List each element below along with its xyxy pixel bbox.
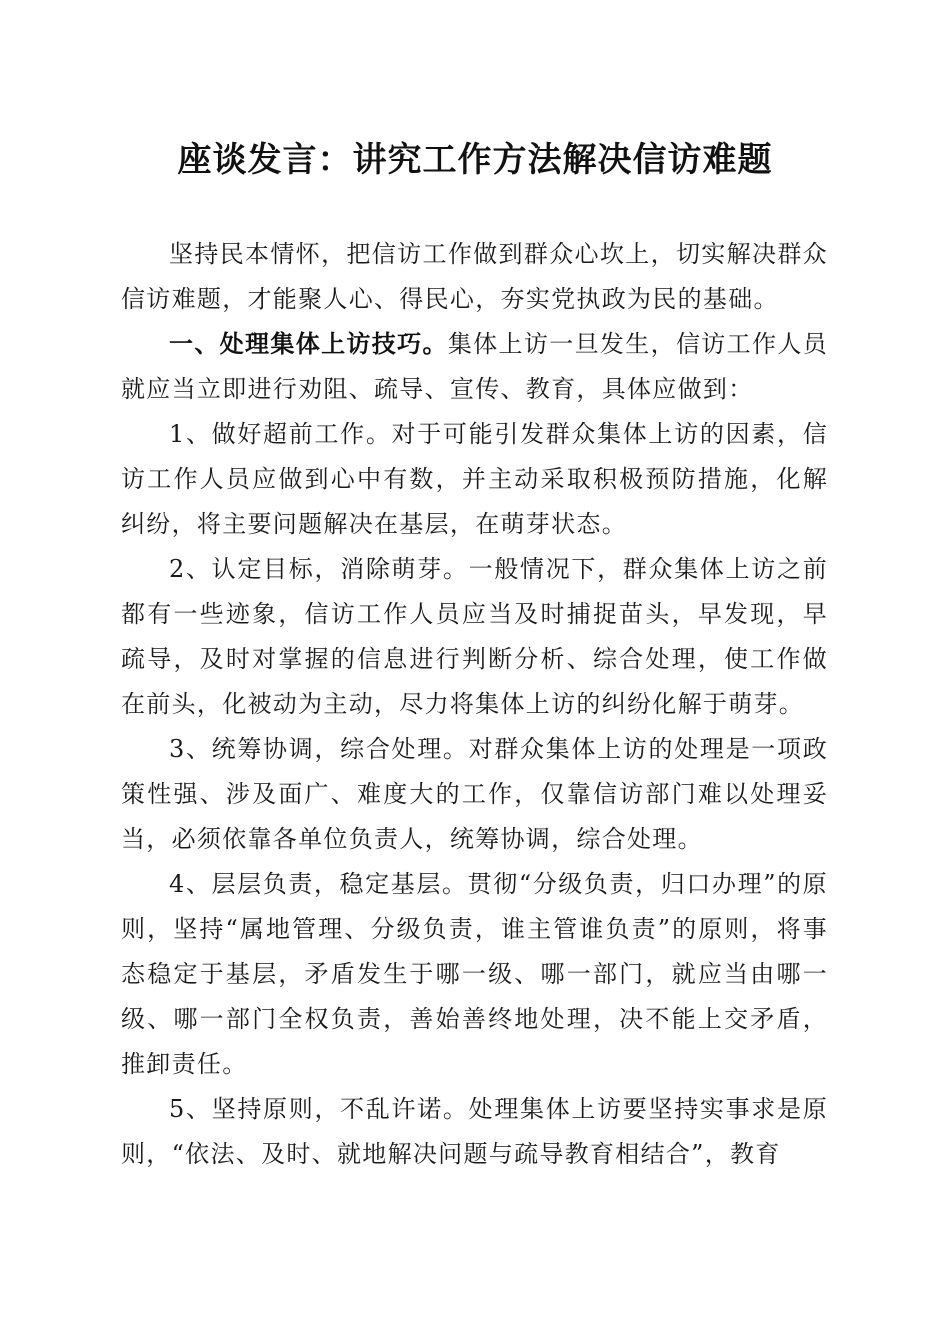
document-body [121,232,828,1177]
document-title: 座谈发言：讲究工作方法解决信访难题 [177,140,773,180]
intro-paragraph: 坚持民本情怀，把信访工作做到群众心坎上，切实解决群众信访难题，才能聚人心、得民心，夯实党执政为民的基础。 [121,240,828,313]
list-item: 4、层层负责，稳定基层。贯彻“分级负责，归口办理”的原则，坚持“属地管理、分级负责，谁主管谁负责”的原则，将事态稳定于基层，矛盾发生于哪一级、哪一部门，就应当由哪一级、哪一部门全权负责，善始善终地处理，决不能上交矛盾，推卸责任。 [121,870,828,1078]
list-item: 5、坚持原则，不乱许诺。处理集体上访要坚持实事求是原则，“依法、及时、就地解决问题与疏导教育相结合”，教育 [121,1095,828,1168]
list-item: 3、统筹协调，综合处理。对群众集体上访的处理是一项政策性强、涉及面广、难度大的工作，仅靠信访部门难以处理妥当，必须依靠各单位负责人，统筹协调，综合处理。 [121,735,828,853]
section-1-text: 集体上访一旦发生，信访工作人员就应当立即进行劝阻、疏导、宣传、教育，具体应做到： [121,330,828,403]
list-item: 2、认定目标，消除萌芽。一般情况下，群众集体上访之前都有一些迹象，信访工作人员应当及时捕捉苗头，早发现，早疏导，及时对掌握的信息进行判断分析、综合处理，使工作做在前头，化被动为主动，尽力将集体上访的纠纷化解于萌芽。 [121,555,828,718]
list-item: 1、做好超前工作。对于可能引发群众集体上访的因素，信访工作人员应做到心中有数，并主动采取积极预防措施，化解纠纷，将主要问题解决在基层，在萌芽状态。 [121,420,828,538]
section-1-paragraph [121,322,828,412]
section-1-heading: 一、处理集体上访技巧。 [169,330,448,358]
